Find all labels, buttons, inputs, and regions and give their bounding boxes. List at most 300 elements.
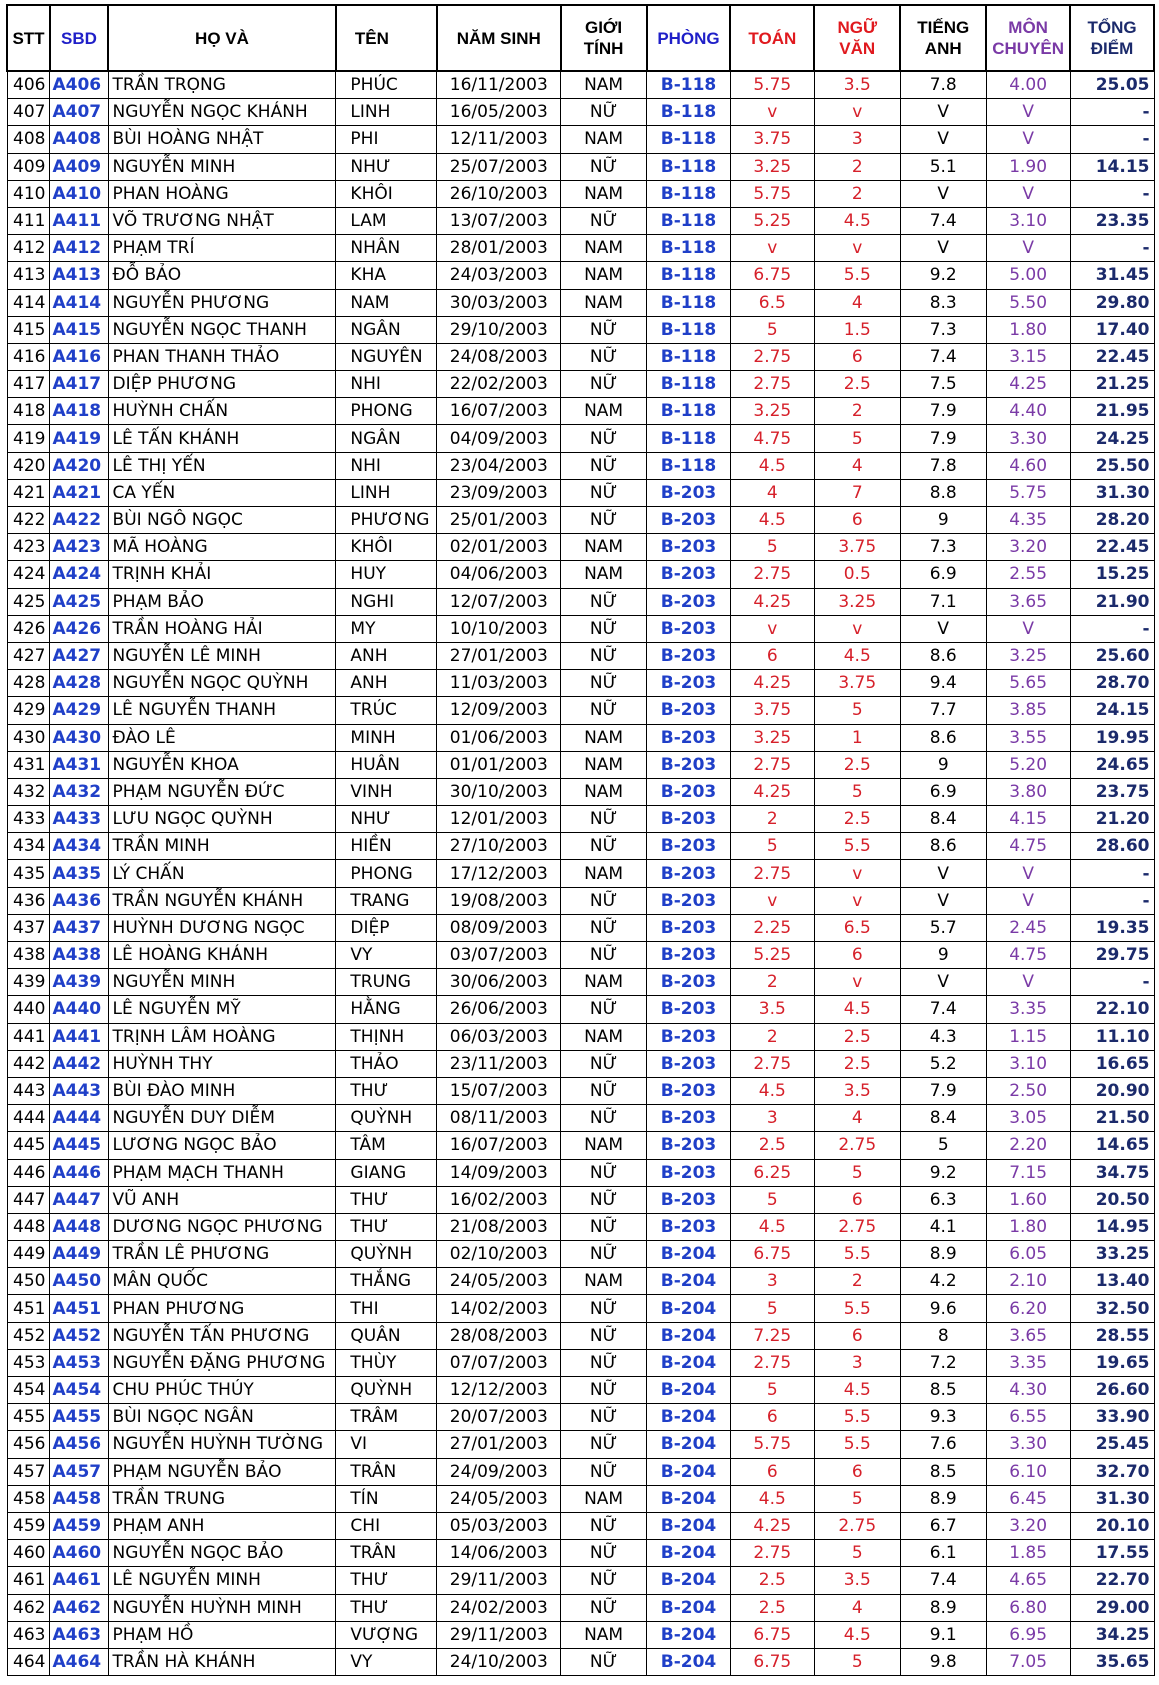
table-row <box>7 180 1154 207</box>
cell-gioi-tinh: NAM <box>561 860 647 887</box>
cell-ho: TRẦN HÀ KHÁNH <box>108 1648 336 1675</box>
cell-tong-diem: 23.75 <box>1070 778 1154 805</box>
cell-toan: 6.5 <box>730 289 814 316</box>
cell-stt: 415 <box>7 316 50 343</box>
cell-ten: VINH <box>336 778 437 805</box>
cell-gioi-tinh: NỮ <box>561 642 647 669</box>
cell-toan: 6.75 <box>730 1621 814 1648</box>
cell-ho: LÝ CHẤN <box>108 860 336 887</box>
cell-tong-diem: 20.90 <box>1070 1077 1154 1104</box>
cell-ho: LÊ THỊ YẾN <box>108 452 336 479</box>
table-row <box>7 642 1154 669</box>
cell-gioi-tinh: NỮ <box>561 1159 647 1186</box>
cell-ten: HẰNG <box>336 996 437 1023</box>
cell-tieng-anh: 9 <box>900 507 986 534</box>
cell-toan: 5 <box>730 534 814 561</box>
cell-mon-chuyen: V <box>986 180 1070 207</box>
cell-tieng-anh: 8.6 <box>900 724 986 751</box>
cell-sbd: A456 <box>50 1431 108 1458</box>
cell-mon-chuyen: 3.10 <box>986 207 1070 234</box>
cell-toan: 4.25 <box>730 588 814 615</box>
cell-mon-chuyen: 3.20 <box>986 534 1070 561</box>
cell-toan: 5.75 <box>730 180 814 207</box>
table-row <box>7 153 1154 180</box>
cell-gioi-tinh: NỮ <box>561 1105 647 1132</box>
cell-mon-chuyen: 6.45 <box>986 1485 1070 1512</box>
cell-tong-diem: 32.70 <box>1070 1458 1154 1485</box>
cell-toan: 3 <box>730 1105 814 1132</box>
cell-mon-chuyen: 4.00 <box>986 71 1070 99</box>
table-row <box>7 452 1154 479</box>
cell-ho: NGUYỄN NGỌC KHÁNH <box>108 99 336 126</box>
cell-gioi-tinh: NỮ <box>561 1295 647 1322</box>
cell-stt: 417 <box>7 371 50 398</box>
cell-stt: 438 <box>7 942 50 969</box>
cell-toan: v <box>730 99 814 126</box>
cell-mon-chuyen: 3.30 <box>986 425 1070 452</box>
cell-gioi-tinh: NAM <box>561 235 647 262</box>
cell-ten: TRÂM <box>336 1404 437 1431</box>
cell-sbd: A406 <box>50 71 108 99</box>
cell-nam-sinh: 24/05/2003 <box>437 1268 561 1295</box>
cell-toan: 2.75 <box>730 343 814 370</box>
cell-toan: 3.5 <box>730 996 814 1023</box>
cell-toan: 5 <box>730 1377 814 1404</box>
cell-mon-chuyen: 3.25 <box>986 642 1070 669</box>
cell-toan: 6 <box>730 642 814 669</box>
cell-tieng-anh: 7.2 <box>900 1349 986 1376</box>
cell-ngu-van: 6 <box>814 343 900 370</box>
cell-tong-diem: 24.65 <box>1070 751 1154 778</box>
cell-gioi-tinh: NỮ <box>561 1540 647 1567</box>
cell-mon-chuyen: V <box>986 887 1070 914</box>
header-sbd: SBD <box>50 5 108 71</box>
cell-stt: 426 <box>7 615 50 642</box>
cell-sbd: A420 <box>50 452 108 479</box>
cell-sbd: A452 <box>50 1322 108 1349</box>
cell-phong: B-203 <box>647 996 731 1023</box>
cell-ho: NGUYỄN NGỌC QUỲNH <box>108 670 336 697</box>
cell-sbd: A460 <box>50 1540 108 1567</box>
cell-stt: 437 <box>7 914 50 941</box>
cell-ten: MY <box>336 615 437 642</box>
cell-tong-diem: 33.25 <box>1070 1241 1154 1268</box>
cell-stt: 434 <box>7 833 50 860</box>
table-row <box>7 833 1154 860</box>
cell-stt: 463 <box>7 1621 50 1648</box>
header-stt: STT <box>7 5 50 71</box>
cell-ngu-van: v <box>814 99 900 126</box>
cell-stt: 429 <box>7 697 50 724</box>
cell-toan: 5 <box>730 1295 814 1322</box>
cell-tong-diem: 28.20 <box>1070 507 1154 534</box>
cell-toan: 2 <box>730 1023 814 1050</box>
cell-mon-chuyen: 4.75 <box>986 833 1070 860</box>
cell-nam-sinh: 16/07/2003 <box>437 1132 561 1159</box>
cell-tieng-anh: 6.9 <box>900 778 986 805</box>
cell-stt: 455 <box>7 1404 50 1431</box>
cell-nam-sinh: 11/03/2003 <box>437 670 561 697</box>
cell-nam-sinh: 15/07/2003 <box>437 1077 561 1104</box>
cell-tieng-anh: 5.1 <box>900 153 986 180</box>
cell-ngu-van: 4.5 <box>814 1621 900 1648</box>
cell-gioi-tinh: NỮ <box>561 452 647 479</box>
cell-sbd: A422 <box>50 507 108 534</box>
cell-tong-diem: 19.95 <box>1070 724 1154 751</box>
cell-gioi-tinh: NAM <box>561 778 647 805</box>
cell-tieng-anh: V <box>900 615 986 642</box>
cell-ngu-van: 6.5 <box>814 914 900 941</box>
cell-stt: 430 <box>7 724 50 751</box>
cell-tieng-anh: 8.9 <box>900 1241 986 1268</box>
cell-sbd: A427 <box>50 642 108 669</box>
cell-ho: TRẦN MINH <box>108 833 336 860</box>
cell-ngu-van: 2.5 <box>814 751 900 778</box>
cell-gioi-tinh: NỮ <box>561 316 647 343</box>
table-row <box>7 1077 1154 1104</box>
cell-mon-chuyen: 4.35 <box>986 507 1070 534</box>
cell-phong: B-203 <box>647 479 731 506</box>
cell-phong: B-203 <box>647 860 731 887</box>
cell-sbd: A454 <box>50 1377 108 1404</box>
table-row <box>7 398 1154 425</box>
cell-ten: NGUYÊN <box>336 343 437 370</box>
cell-nam-sinh: 06/03/2003 <box>437 1023 561 1050</box>
cell-tieng-anh: V <box>900 180 986 207</box>
cell-stt: 442 <box>7 1050 50 1077</box>
cell-mon-chuyen: 7.15 <box>986 1159 1070 1186</box>
table-row <box>7 778 1154 805</box>
cell-ngu-van: 0.5 <box>814 561 900 588</box>
cell-ho: CHU PHÚC THÚY <box>108 1377 336 1404</box>
cell-phong: B-118 <box>647 343 731 370</box>
cell-mon-chuyen: 3.20 <box>986 1512 1070 1539</box>
table-row <box>7 806 1154 833</box>
cell-stt: 443 <box>7 1077 50 1104</box>
cell-ten: THƯ <box>336 1213 437 1240</box>
cell-nam-sinh: 29/10/2003 <box>437 316 561 343</box>
cell-ngu-van: v <box>814 969 900 996</box>
cell-stt: 447 <box>7 1186 50 1213</box>
cell-nam-sinh: 22/02/2003 <box>437 371 561 398</box>
cell-tong-diem: 33.90 <box>1070 1404 1154 1431</box>
cell-nam-sinh: 12/09/2003 <box>437 697 561 724</box>
cell-ngu-van: 4.5 <box>814 642 900 669</box>
table-row <box>7 1377 1154 1404</box>
cell-toan: 4 <box>730 479 814 506</box>
cell-stt: 421 <box>7 479 50 506</box>
cell-stt: 424 <box>7 561 50 588</box>
header-toan: TOÁN <box>730 5 814 71</box>
cell-gioi-tinh: NỮ <box>561 1050 647 1077</box>
table-row <box>7 262 1154 289</box>
cell-ho: BÙI NGỌC NGÂN <box>108 1404 336 1431</box>
cell-nam-sinh: 13/07/2003 <box>437 207 561 234</box>
cell-ten: QUỲNH <box>336 1241 437 1268</box>
header-ten: TÊN <box>336 5 437 71</box>
cell-gioi-tinh: NAM <box>561 969 647 996</box>
table-row <box>7 697 1154 724</box>
cell-phong: B-118 <box>647 235 731 262</box>
cell-ngu-van: 4 <box>814 452 900 479</box>
cell-mon-chuyen: V <box>986 99 1070 126</box>
cell-ho: TRẦN HOÀNG HẢI <box>108 615 336 642</box>
table-body <box>7 71 1154 1676</box>
table-row <box>7 1105 1154 1132</box>
cell-ho: HUỲNH DƯƠNG NGỌC <box>108 914 336 941</box>
cell-stt: 433 <box>7 806 50 833</box>
cell-phong: B-204 <box>647 1241 731 1268</box>
cell-ho: PHẠM MẠCH THANH <box>108 1159 336 1186</box>
cell-ngu-van: 6 <box>814 1322 900 1349</box>
cell-ten: NHI <box>336 452 437 479</box>
cell-tong-diem: 21.90 <box>1070 588 1154 615</box>
cell-toan: 3.25 <box>730 398 814 425</box>
cell-tong-diem: 19.65 <box>1070 1349 1154 1376</box>
table-row <box>7 1241 1154 1268</box>
cell-mon-chuyen: 2.55 <box>986 561 1070 588</box>
cell-gioi-tinh: NỮ <box>561 1567 647 1594</box>
cell-mon-chuyen: V <box>986 860 1070 887</box>
cell-stt: 450 <box>7 1268 50 1295</box>
cell-ten: ANH <box>336 670 437 697</box>
cell-tieng-anh: 9.2 <box>900 262 986 289</box>
cell-sbd: A457 <box>50 1458 108 1485</box>
cell-sbd: A411 <box>50 207 108 234</box>
cell-toan: 2.75 <box>730 1540 814 1567</box>
cell-toan: 3.75 <box>730 126 814 153</box>
cell-ho: VÕ TRƯƠNG NHẬT <box>108 207 336 234</box>
cell-tong-diem: 34.75 <box>1070 1159 1154 1186</box>
cell-ngu-van: 4.5 <box>814 207 900 234</box>
cell-ho: HUỲNH CHẤN <box>108 398 336 425</box>
cell-ten: NHƯ <box>336 806 437 833</box>
cell-toan: v <box>730 615 814 642</box>
cell-ngu-van: 3.75 <box>814 534 900 561</box>
cell-stt: 432 <box>7 778 50 805</box>
cell-ho: LÊ NGUYỄN THANH <box>108 697 336 724</box>
cell-tieng-anh: 5.7 <box>900 914 986 941</box>
cell-gioi-tinh: NAM <box>561 561 647 588</box>
cell-mon-chuyen: 6.95 <box>986 1621 1070 1648</box>
cell-toan: 5 <box>730 833 814 860</box>
cell-sbd: A441 <box>50 1023 108 1050</box>
cell-nam-sinh: 25/07/2003 <box>437 153 561 180</box>
table-row <box>7 71 1154 99</box>
cell-ho: ĐỖ BẢO <box>108 262 336 289</box>
cell-ngu-van: 5 <box>814 697 900 724</box>
cell-sbd: A450 <box>50 1268 108 1295</box>
cell-tong-diem: 26.60 <box>1070 1377 1154 1404</box>
cell-phong: B-118 <box>647 99 731 126</box>
cell-ho: PHẠM HỒ <box>108 1621 336 1648</box>
cell-ho: LÊ NGUYỄN MINH <box>108 1567 336 1594</box>
cell-toan: 4.25 <box>730 1512 814 1539</box>
cell-gioi-tinh: NAM <box>561 398 647 425</box>
cell-mon-chuyen: 3.65 <box>986 588 1070 615</box>
cell-gioi-tinh: NỮ <box>561 588 647 615</box>
cell-nam-sinh: 05/03/2003 <box>437 1512 561 1539</box>
cell-ngu-van: 5 <box>814 425 900 452</box>
cell-tong-diem: 21.50 <box>1070 1105 1154 1132</box>
cell-ngu-van: 2.5 <box>814 806 900 833</box>
cell-mon-chuyen: 1.80 <box>986 1213 1070 1240</box>
cell-ngu-van: 6 <box>814 507 900 534</box>
cell-ngu-van: 2 <box>814 398 900 425</box>
table-row <box>7 1485 1154 1512</box>
cell-sbd: A446 <box>50 1159 108 1186</box>
cell-ngu-van: 2.75 <box>814 1213 900 1240</box>
table-row <box>7 670 1154 697</box>
cell-ten: THỊNH <box>336 1023 437 1050</box>
cell-gioi-tinh: NỮ <box>561 1322 647 1349</box>
cell-stt: 425 <box>7 588 50 615</box>
cell-ngu-van: 4 <box>814 289 900 316</box>
cell-gioi-tinh: NAM <box>561 71 647 99</box>
table-row <box>7 1050 1154 1077</box>
cell-phong: B-203 <box>647 833 731 860</box>
cell-toan: 3.75 <box>730 697 814 724</box>
table-row <box>7 1512 1154 1539</box>
cell-ngu-van: 3 <box>814 126 900 153</box>
cell-mon-chuyen: 4.15 <box>986 806 1070 833</box>
cell-ten: TRÂN <box>336 1458 437 1485</box>
table-row <box>7 479 1154 506</box>
cell-tieng-anh: 7.4 <box>900 996 986 1023</box>
cell-tieng-anh: V <box>900 887 986 914</box>
cell-ten: PHÚC <box>336 71 437 99</box>
cell-phong: B-118 <box>647 71 731 99</box>
cell-stt: 439 <box>7 969 50 996</box>
cell-phong: B-118 <box>647 425 731 452</box>
cell-tong-diem: 21.95 <box>1070 398 1154 425</box>
cell-nam-sinh: 08/09/2003 <box>437 914 561 941</box>
cell-toan: 7.25 <box>730 1322 814 1349</box>
table-row <box>7 1540 1154 1567</box>
cell-gioi-tinh: NỮ <box>561 425 647 452</box>
cell-stt: 435 <box>7 860 50 887</box>
cell-ho: LÊ NGUYỄN MỸ <box>108 996 336 1023</box>
cell-toan: 2 <box>730 806 814 833</box>
cell-tieng-anh: 9 <box>900 942 986 969</box>
cell-toan: 6 <box>730 1404 814 1431</box>
cell-toan: 4.5 <box>730 452 814 479</box>
cell-phong: B-204 <box>647 1567 731 1594</box>
cell-mon-chuyen: 1.15 <box>986 1023 1070 1050</box>
cell-ho: LƯU NGỌC QUỲNH <box>108 806 336 833</box>
cell-nam-sinh: 08/11/2003 <box>437 1105 561 1132</box>
cell-tong-diem: - <box>1070 615 1154 642</box>
cell-tieng-anh: 7.7 <box>900 697 986 724</box>
table-row <box>7 615 1154 642</box>
cell-toan: 6.75 <box>730 262 814 289</box>
cell-toan: 5 <box>730 1186 814 1213</box>
table-row <box>7 1349 1154 1376</box>
header-row <box>7 5 1154 71</box>
cell-sbd: A447 <box>50 1186 108 1213</box>
cell-toan: v <box>730 235 814 262</box>
cell-tong-diem: 11.10 <box>1070 1023 1154 1050</box>
cell-ten: TRÚC <box>336 697 437 724</box>
cell-ten: DIỆP <box>336 914 437 941</box>
cell-gioi-tinh: NAM <box>561 751 647 778</box>
cell-ten: THƯ <box>336 1567 437 1594</box>
cell-mon-chuyen: 3.85 <box>986 697 1070 724</box>
cell-phong: B-203 <box>647 1023 731 1050</box>
cell-tong-diem: 23.35 <box>1070 207 1154 234</box>
cell-phong: B-203 <box>647 1132 731 1159</box>
cell-tieng-anh: 6.1 <box>900 1540 986 1567</box>
cell-tong-diem: 28.55 <box>1070 1322 1154 1349</box>
cell-tieng-anh: 7.6 <box>900 1431 986 1458</box>
cell-tong-diem: 29.00 <box>1070 1594 1154 1621</box>
cell-stt: 416 <box>7 343 50 370</box>
table-row <box>7 969 1154 996</box>
cell-ten: VY <box>336 1648 437 1675</box>
cell-mon-chuyen: 4.60 <box>986 452 1070 479</box>
table-row <box>7 1295 1154 1322</box>
cell-nam-sinh: 14/02/2003 <box>437 1295 561 1322</box>
cell-tieng-anh: 7.4 <box>900 207 986 234</box>
cell-nam-sinh: 24/10/2003 <box>437 1648 561 1675</box>
cell-mon-chuyen: 3.10 <box>986 1050 1070 1077</box>
cell-nam-sinh: 16/07/2003 <box>437 398 561 425</box>
cell-tieng-anh: 6.7 <box>900 1512 986 1539</box>
cell-gioi-tinh: NỮ <box>561 507 647 534</box>
cell-ho: NGUYỄN TẤN PHƯƠNG <box>108 1322 336 1349</box>
cell-stt: 454 <box>7 1377 50 1404</box>
cell-ten: THƯ <box>336 1077 437 1104</box>
header-nam-sinh: NĂM SINH <box>437 5 561 71</box>
table-row <box>7 1186 1154 1213</box>
table-row <box>7 343 1154 370</box>
cell-toan: 2.5 <box>730 1132 814 1159</box>
cell-tong-diem: - <box>1070 969 1154 996</box>
cell-phong: B-118 <box>647 398 731 425</box>
cell-nam-sinh: 26/10/2003 <box>437 180 561 207</box>
cell-gioi-tinh: NỮ <box>561 371 647 398</box>
cell-nam-sinh: 16/05/2003 <box>437 99 561 126</box>
header-phong: PHÒNG <box>647 5 731 71</box>
cell-gioi-tinh: NỮ <box>561 887 647 914</box>
cell-tieng-anh: 9.2 <box>900 1159 986 1186</box>
cell-ngu-van: 3.75 <box>814 670 900 697</box>
cell-stt: 418 <box>7 398 50 425</box>
cell-phong: B-203 <box>647 1186 731 1213</box>
cell-ten: VƯỢNG <box>336 1621 437 1648</box>
cell-nam-sinh: 04/06/2003 <box>437 561 561 588</box>
cell-gioi-tinh: NỮ <box>561 1213 647 1240</box>
cell-sbd: A448 <box>50 1213 108 1240</box>
cell-toan: 2.5 <box>730 1567 814 1594</box>
cell-ngu-van: 4.5 <box>814 996 900 1023</box>
cell-ngu-van: 5.5 <box>814 833 900 860</box>
cell-phong: B-203 <box>647 724 731 751</box>
cell-tieng-anh: V <box>900 99 986 126</box>
cell-gioi-tinh: NỮ <box>561 1431 647 1458</box>
cell-tong-diem: 21.20 <box>1070 806 1154 833</box>
cell-sbd: A407 <box>50 99 108 126</box>
cell-ten: THẮNG <box>336 1268 437 1295</box>
cell-nam-sinh: 10/10/2003 <box>437 615 561 642</box>
cell-stt: 452 <box>7 1322 50 1349</box>
cell-sbd: A464 <box>50 1648 108 1675</box>
cell-stt: 459 <box>7 1512 50 1539</box>
table-row <box>7 1431 1154 1458</box>
cell-ho: VŨ ANH <box>108 1186 336 1213</box>
cell-stt: 446 <box>7 1159 50 1186</box>
cell-phong: B-204 <box>647 1540 731 1567</box>
